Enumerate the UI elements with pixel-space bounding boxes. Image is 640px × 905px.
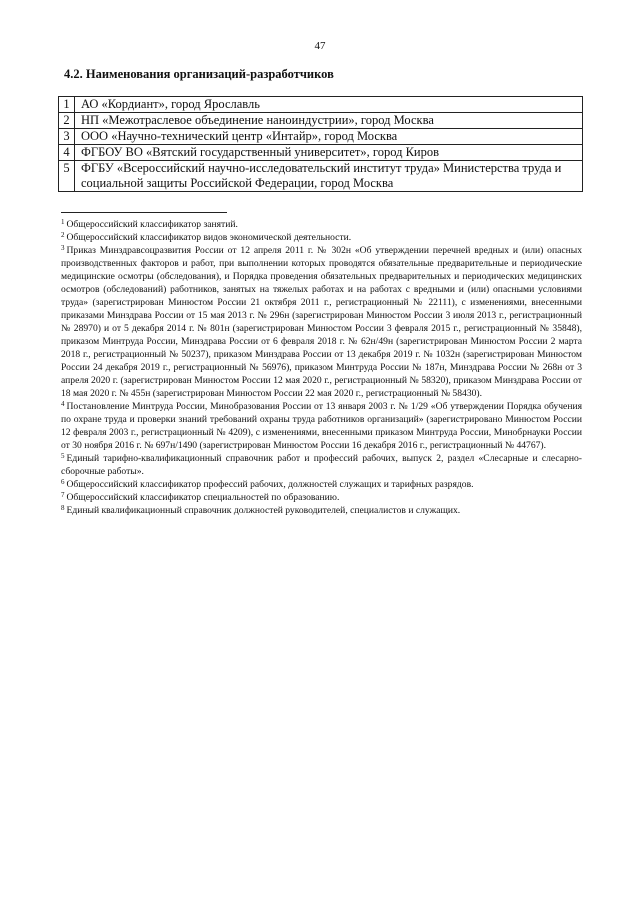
organization-name: ФГБУ «Всероссийский научно-исследовательский институт труда» Министерства труда и социальной защиты Российской Федерации, город Москва [75, 161, 583, 192]
footnote-mark: 2 [61, 231, 65, 239]
footnote-text: Общероссийский классификатор профессий рабочих, должностей служащих и тарифных разрядов. [66, 479, 474, 490]
footnote [61, 244, 582, 400]
organizations-table [58, 96, 583, 192]
footnote [61, 231, 582, 244]
footnote-text: Приказ Минздравсоцразвития России от 12 апреля 2011 г. № 302н «Об утверждении перечней вредных и (или) опасных производственных факторов и работ, при выполнении которых проводятся обязательные предварительные и периодические медицинские осмотры (обследования), и Порядка проведения обязательных предварительных и периодических медицинских осмотров (обследований) работников, занятых на тяжелых работах и на работах с вредными и (или) опасными условиями труда» (зарегистрирован Минюстом России 21 октября 2011 г., регистрационный № 22111), с изменениями, внесенными приказами Минздрава России от 15 мая 2013 г. № 296н (зарегистрирован Минюстом России 3 июля 2013 г., регистрационный № 28970) и от 5 декабря 2014 г. № 801н (зарегистрирован Минюстом России 3 февраля 2015 г., регистрационный № 35848), приказом Минтруда России, Минздрава России от 6 февраля 2018 г. № 62н/49н (зарегистрирован Минюстом России 2 марта 2018 г., регистрационный № 50237), приказом Минздрава России от 13 декабря 2019 г. № 1032н (зарегистрирован Минюстом России 24 декабря 2019 г., регистрационный № 56976), приказом Минтруда России № 187н, Минздрава России № 268н от 3 апреля 2020 г. (зарегистрирован Минюстом России 12 мая 2020 г., регистрационный № 58320), приказом Минздрава России от 18 мая 2020 г. № 455н (зарегистрирован Минюстом России 22 мая 2020 г., регистрационный № 58430). [61, 245, 582, 399]
footnote-mark: 1 [61, 218, 65, 226]
row-number: 3 [59, 129, 75, 145]
footnote [61, 478, 582, 491]
footnote-mark: 4 [61, 400, 65, 408]
footnote-divider [61, 212, 227, 213]
footnote-text: Единый квалификационный справочник должностей руководителей, специалистов и служащих. [66, 505, 461, 516]
footnote [61, 218, 582, 231]
footnote-text: Постановление Минтруда России, Минобразования России от 13 января 2003 г. № 1/29 «Об утверждении Порядка обучения по охране труда и проверки знаний требований охраны труда работников организаций» (зарегистрировано Минюстом России 12 февраля 2003 г., регистрационный № 4209), с изменениями, внесенными приказом Минтруда России, Минобрнауки России от 30 ноября 2016 г. № 697н/1490 (зарегистрирован Минюстом России 16 декабря 2016 г., регистрационный № 44767). [61, 401, 582, 451]
row-number: 4 [59, 145, 75, 161]
organization-name: АО «Кордиант», город Ярославль [75, 97, 583, 113]
footnote-text: Общероссийский классификатор видов экономической деятельности. [66, 232, 352, 243]
table-row [59, 97, 583, 113]
organization-name: ФГБОУ ВО «Вятский государственный университет», город Киров [75, 145, 583, 161]
row-number: 1 [59, 97, 75, 113]
footnotes [61, 218, 582, 517]
organization-name: НП «Межотраслевое объединение наноиндустрии», город Москва [75, 113, 583, 129]
row-number: 2 [59, 113, 75, 129]
row-number: 5 [59, 161, 75, 192]
footnote-text: Общероссийский классификатор специальностей по образованию. [66, 492, 340, 503]
footnote-mark: 6 [61, 478, 65, 486]
table-row [59, 161, 583, 192]
footnote-mark: 3 [61, 244, 65, 252]
footnote-mark: 5 [61, 452, 65, 460]
table-row [59, 145, 583, 161]
footnote-mark: 7 [61, 491, 65, 499]
page-number: 47 [314, 40, 326, 52]
footnote-text: Общероссийский классификатор занятий. [66, 219, 238, 230]
table-row [59, 129, 583, 145]
footnote [61, 504, 582, 517]
footnote [61, 452, 582, 478]
section-title: 4.2. Наименования организаций-разработчиков [64, 67, 334, 81]
footnote-mark: 8 [61, 504, 65, 512]
footnote-text: Единый тарифно-квалификационный справочник работ и профессий рабочих, выпуск 2, раздел «Слесарные и слесарно-сборочные работы». [61, 453, 582, 477]
footnote [61, 400, 582, 452]
organization-name: ООО «Научно-технический центр «Интайр», город Москва [75, 129, 583, 145]
table-row [59, 113, 583, 129]
footnote [61, 491, 582, 504]
